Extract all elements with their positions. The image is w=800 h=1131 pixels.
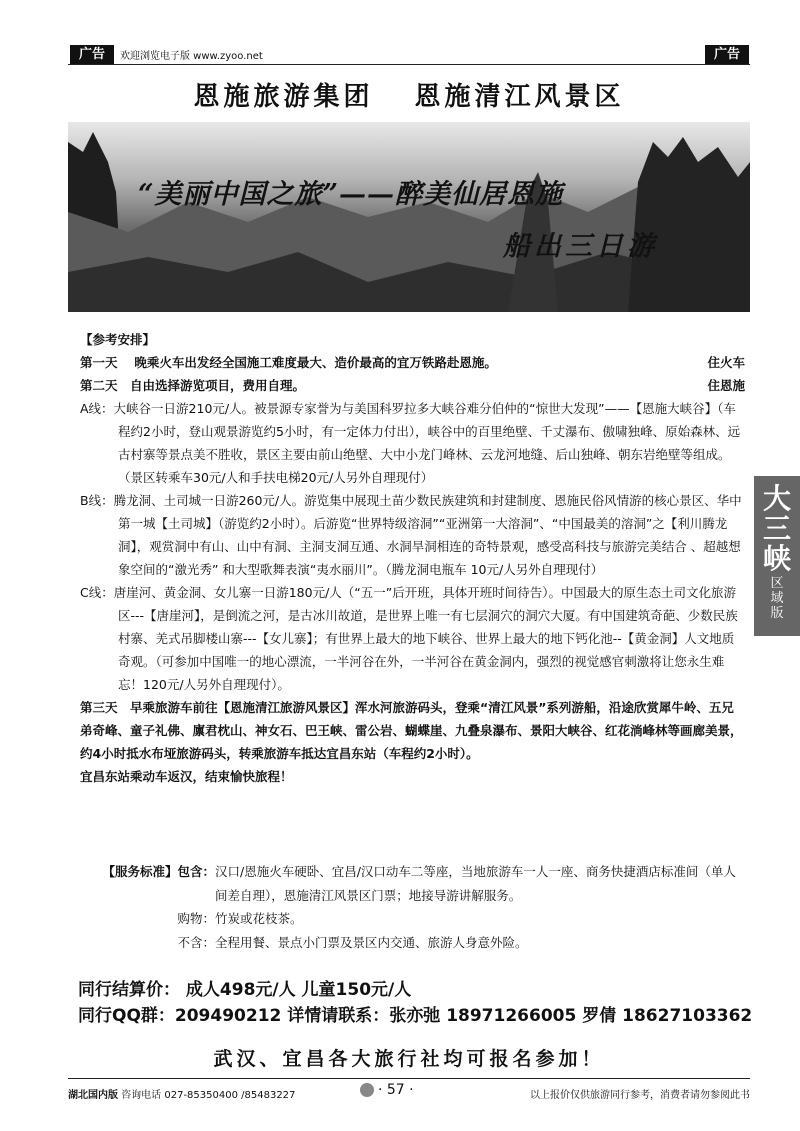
service-include: 汉口/恩施火车硬卧、宜昌/汉口动车二等座，当地旅游车一人一座、商务快捷酒店标准间（单人间差自理），恩施清江风景区门票；地接导游讲解服务。 — [215, 864, 736, 903]
route-c: C线：唐崖河、黄金洞、女儿寨一日游180元/人（“五一”后开班，具体开班时间待告）。中国最大的原生态土司文化旅游区---【唐崖河】，是倒流之河，是古冰川故道，是世界上唯一有七层洞穴的洞穴大厦。有中国建筑奇葩、少数民族村寨、羌式吊脚楼山寨---【女儿寨】；有世界上最大的地下峡谷、世界上最大的地下钙化池--【黄金洞】人文地质奇观。（可参加中国唯一的地心漂流，一半河谷在外，一半河谷在黄金洞内，强烈的视觉感官刺激将让您永生难忘！120元/人另外自理现付）。 — [80, 585, 738, 692]
price-line — [78, 975, 411, 1000]
page-number: · 57 · — [378, 1082, 414, 1098]
service-shop: 竹炭或花枝茶。 — [215, 911, 303, 926]
service-exclude-row — [80, 931, 745, 955]
contact-line: 同行QQ群：209490212 详情请联系：张亦弛 18971266005 罗倩 18627103362 — [78, 1006, 753, 1026]
service-label: 【服务标准】包含： — [102, 864, 215, 879]
day1-row — [80, 351, 745, 374]
itinerary-title: 【参考安排】 — [80, 332, 156, 347]
footer-left — [68, 1086, 295, 1101]
page-headline — [68, 76, 750, 113]
banner-title-line1: “美丽中国之旅”——醉美仙居恩施 — [138, 179, 564, 210]
service-include-row — [80, 860, 745, 907]
side-section-tab — [754, 476, 800, 636]
price-value: 成人498元/人 儿童150元/人 — [185, 980, 412, 1000]
headline-company: 恩施旅游集团 — [193, 82, 374, 112]
footer-note: 以上报价仅供旅游同行参考，消费者请勿参阅此书 — [530, 1090, 750, 1101]
header-rule — [68, 64, 750, 65]
banner-title-line2: 船出三日游 — [503, 231, 658, 262]
itinerary-section — [80, 328, 745, 788]
day2-text: 第二天 自由选择游览项目，费用自理。 — [80, 378, 306, 393]
day2-stay: 住恩施 — [707, 378, 745, 393]
footer-page — [360, 1082, 414, 1098]
price-label: 同行结算价： — [78, 980, 180, 1000]
slogan: 武汉、宜昌各大旅行社均可报名参加！ — [213, 1048, 605, 1070]
side-tab-subtitle: 区域版 — [770, 576, 784, 621]
route-a: A线：大峡谷一日游210元/人。被景源专家誉为与美国科罗拉多大峡谷难分伯仲的“惊世大发现”——【恩施大峡谷】（车程约2小时，登山观景游览约5小时，有一定体力付出），峡谷中的百里绝壁、千丈瀑布、傲啸独峰、原始森林、远古村寨等景点美不胜收，景区主要由前山绝壁、大中小龙门峰林、云龙河地缝、后山独峰、朝东岩绝壁等组成。（景区转乘车30元/人和手扶电梯20元/人另外自理现付） — [80, 401, 741, 485]
ad-tag-left: 广告 — [70, 45, 114, 64]
page-badge-icon — [360, 1083, 374, 1097]
footer-phone: 咨询电话 027-85350400 /85483227 — [121, 1090, 296, 1101]
route-b: B线：腾龙洞、土司城一日游260元/人。游览集中展现土苗少数民族建筑和封建制度、恩施民俗风情游的核心景区、华中第一城【土司城】（游览约2小时）。后游览“世界特级溶洞”“亚洲第一大溶洞”、“中国最美的溶洞”之【利川腾龙洞】，观赏洞中有山、山中有洞、主洞支洞互通、水洞旱洞相连的奇特景观，感受高科技与旅游完美结合 、超越想象空间的“激光秀” 和大型歌舞表演“夷水丽川”。（腾龙洞电瓶车 10元/人另外自理现付） — [80, 493, 742, 577]
service-shop-label: 购物： — [177, 911, 215, 926]
mountain-landscape-icon — [68, 122, 750, 312]
footer-edition: 湖北国内版 — [68, 1090, 118, 1101]
headline-scenic: 恩施清江风景区 — [414, 82, 625, 112]
side-tab-title: 大三峡 — [762, 482, 791, 575]
footer-rule — [68, 1078, 750, 1079]
day1-stay: 住火车 — [707, 355, 745, 370]
service-exclude: 全程用餐、景点小门票及景区内交通、旅游人身意外险。 — [215, 934, 528, 950]
service-shop-row — [80, 907, 745, 931]
ad-tag-right: 广告 — [705, 45, 749, 64]
day3-text: 第三天 早乘旅游车前往【恩施清江旅游风景区】浑水河旅游码头，登乘“清江风景”系列游船，沿途欣赏犀牛岭、五兄弟奇峰、童子礼佛、廪君枕山、神女石、巴王峡、雷公岩、蝴蝶崖、九叠泉瀑布、景阳大峡谷、红花淌峰林等画廊美景，约4小时抵水布垭旅游码头，转乘旅游车抵达宜昌东站（车程约2小时）。 — [80, 700, 743, 761]
service-exclude-label: 不含： — [177, 934, 215, 950]
service-standard — [80, 860, 745, 954]
return-text: 宜昌东站乘动车返汉，结束愉快旅程！ — [80, 769, 293, 784]
day1-text: 第一天 晚乘火车出发经全国施工难度最大、造价最高的宜万铁路赴恩施。 — [80, 355, 497, 370]
day2-row — [80, 374, 745, 397]
banner-image — [68, 122, 750, 312]
welcome-text: 欢迎浏览电子版 www.zyoo.net — [120, 51, 263, 62]
